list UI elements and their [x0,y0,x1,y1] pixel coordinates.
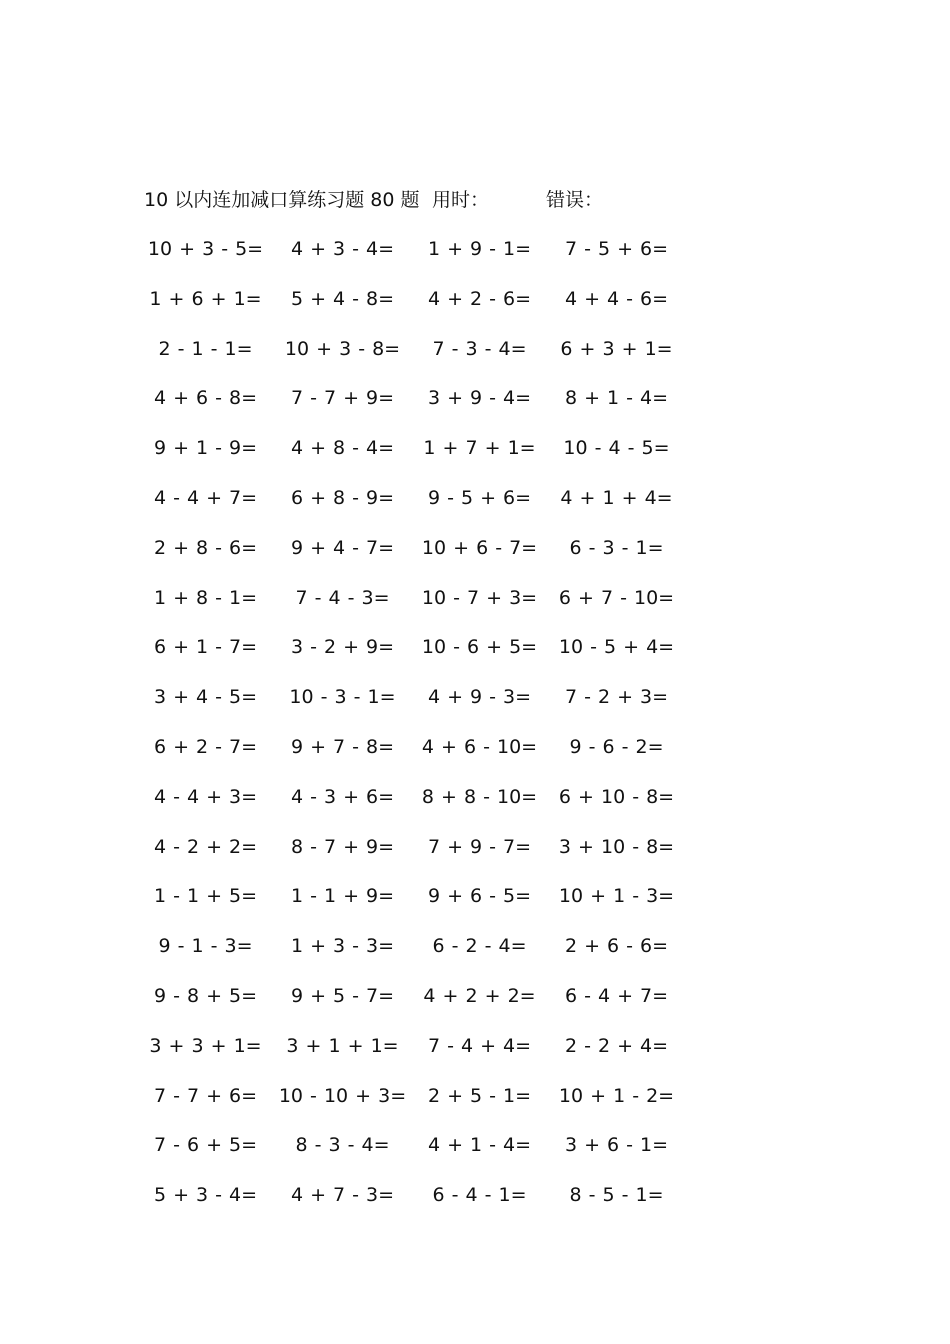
math-problem: 10 - 5 + 4= [558,636,675,659]
problem-row [137,881,689,931]
math-problem: 9 + 6 - 5= [427,885,532,908]
worksheet-title: 10 以内连加减口算练习题 80 题 [144,189,420,211]
math-problem: 10 - 4 - 5= [563,437,670,460]
problem-row [137,1130,689,1180]
math-problem: 10 + 3 - 8= [284,337,401,360]
problem-row [137,782,689,832]
math-problem: 3 + 4 - 5= [153,686,258,709]
math-problem: 4 + 9 - 3= [427,686,532,709]
math-problem: 3 + 9 - 4= [427,387,532,410]
problem-row [137,483,689,533]
math-problem: 10 - 3 - 1= [289,686,396,709]
math-problem: 7 - 6 + 5= [153,1134,258,1157]
math-problem: 8 - 5 - 1= [569,1184,664,1207]
math-problem: 7 - 7 + 9= [290,387,395,410]
math-problem: 4 + 4 - 6= [564,287,669,310]
math-problem: 6 + 3 + 1= [560,337,673,360]
math-problem: 1 - 1 + 5= [153,885,258,908]
math-problem: 1 - 1 + 9= [290,885,395,908]
math-problem: 1 + 9 - 1= [427,238,532,260]
math-problem: 4 + 2 + 2= [423,984,536,1007]
math-problem: 4 - 4 + 3= [153,785,258,808]
problem-row [137,284,689,334]
math-problem: 6 - 4 - 1= [432,1184,527,1207]
math-problem: 7 - 2 + 3= [564,686,669,709]
math-problem: 4 + 3 - 4= [290,238,395,260]
errors-label: 错误： [546,189,604,211]
problem-grid [137,234,689,1230]
math-problem: 9 - 6 - 2= [569,735,664,758]
problem-row [137,1031,689,1081]
math-problem: 6 + 2 - 7= [153,735,258,758]
math-problem: 6 + 1 - 7= [153,636,258,659]
math-problem: 3 + 1 + 1= [286,1034,399,1057]
math-problem: 6 - 2 - 4= [432,935,527,958]
math-problem: 9 + 5 - 7= [290,984,395,1007]
math-problem: 10 + 1 - 3= [558,885,675,908]
problem-row [137,632,689,682]
math-problem: 9 + 1 - 9= [153,437,258,460]
math-problem: 9 - 5 + 6= [427,486,532,509]
math-problem: 5 + 3 - 4= [153,1184,258,1207]
math-problem: 2 - 2 + 4= [564,1034,669,1057]
problem-row [137,931,689,981]
math-problem: 4 - 2 + 2= [153,835,258,858]
math-problem: 8 - 3 - 4= [295,1134,390,1157]
math-problem: 10 + 1 - 2= [558,1084,675,1107]
math-problem: 9 - 8 + 5= [153,984,258,1007]
math-problem: 9 + 7 - 8= [290,735,395,758]
math-problem: 8 + 1 - 4= [564,387,669,410]
math-problem: 6 - 3 - 1= [569,536,664,559]
math-problem: 3 + 3 + 1= [149,1034,262,1057]
problem-row [137,682,689,732]
math-problem: 7 - 5 + 6= [564,238,669,260]
problem-row [137,533,689,583]
problem-row [137,234,689,284]
math-problem: 4 + 1 - 4= [427,1134,532,1157]
math-problem: 9 + 4 - 7= [290,536,395,559]
math-problem: 4 - 4 + 7= [153,486,258,509]
math-problem: 4 + 6 - 10= [421,735,538,758]
math-problem: 9 - 1 - 3= [158,935,253,958]
math-problem: 2 - 1 - 1= [158,337,253,360]
math-problem: 2 + 8 - 6= [153,536,258,559]
math-problem: 4 + 6 - 8= [153,387,258,410]
problem-row [137,334,689,384]
math-problem: 1 + 6 + 1= [149,287,262,310]
math-problem: 4 + 7 - 3= [290,1184,395,1207]
math-problem: 1 + 7 + 1= [423,437,536,460]
math-problem: 3 + 10 - 8= [558,835,675,858]
math-problem: 10 - 10 + 3= [278,1084,407,1107]
math-problem: 10 - 6 + 5= [421,636,538,659]
math-problem: 1 + 3 - 3= [290,935,395,958]
problem-row [137,433,689,483]
problem-row [137,832,689,882]
math-problem: 4 + 8 - 4= [290,437,395,460]
math-problem: 8 + 8 - 10= [421,785,538,808]
math-problem: 7 - 7 + 6= [153,1084,258,1107]
problem-row [137,1180,689,1230]
math-problem: 4 - 3 + 6= [290,785,395,808]
math-problem: 3 + 6 - 1= [564,1134,669,1157]
math-problem: 4 + 1 + 4= [560,486,673,509]
math-problem: 6 - 4 + 7= [564,984,669,1007]
math-problem: 7 - 3 - 4= [432,337,527,360]
math-problem: 7 - 4 + 4= [427,1034,532,1057]
math-problem: 3 - 2 + 9= [290,636,395,659]
math-problem: 6 + 10 - 8= [558,785,675,808]
math-problem: 10 + 6 - 7= [421,536,538,559]
math-problem: 2 + 6 - 6= [564,935,669,958]
math-problem: 1 + 8 - 1= [153,586,258,609]
time-used-label: 用时： [432,189,490,211]
problem-row [137,732,689,782]
math-problem: 10 + 3 - 5= [147,238,264,260]
problem-row [137,981,689,1031]
math-problem: 7 - 4 - 3= [295,586,390,609]
math-problem: 8 - 7 + 9= [290,835,395,858]
math-problem: 5 + 4 - 8= [290,287,395,310]
math-problem: 2 + 5 - 1= [427,1084,532,1107]
math-problem: 10 - 7 + 3= [421,586,538,609]
problem-row [137,583,689,633]
math-problem: 6 + 8 - 9= [290,486,395,509]
math-problem: 7 + 9 - 7= [427,835,532,858]
problem-row [137,1081,689,1131]
math-problem: 6 + 7 - 10= [558,586,675,609]
problem-row [137,383,689,433]
math-problem: 4 + 2 - 6= [427,287,532,310]
